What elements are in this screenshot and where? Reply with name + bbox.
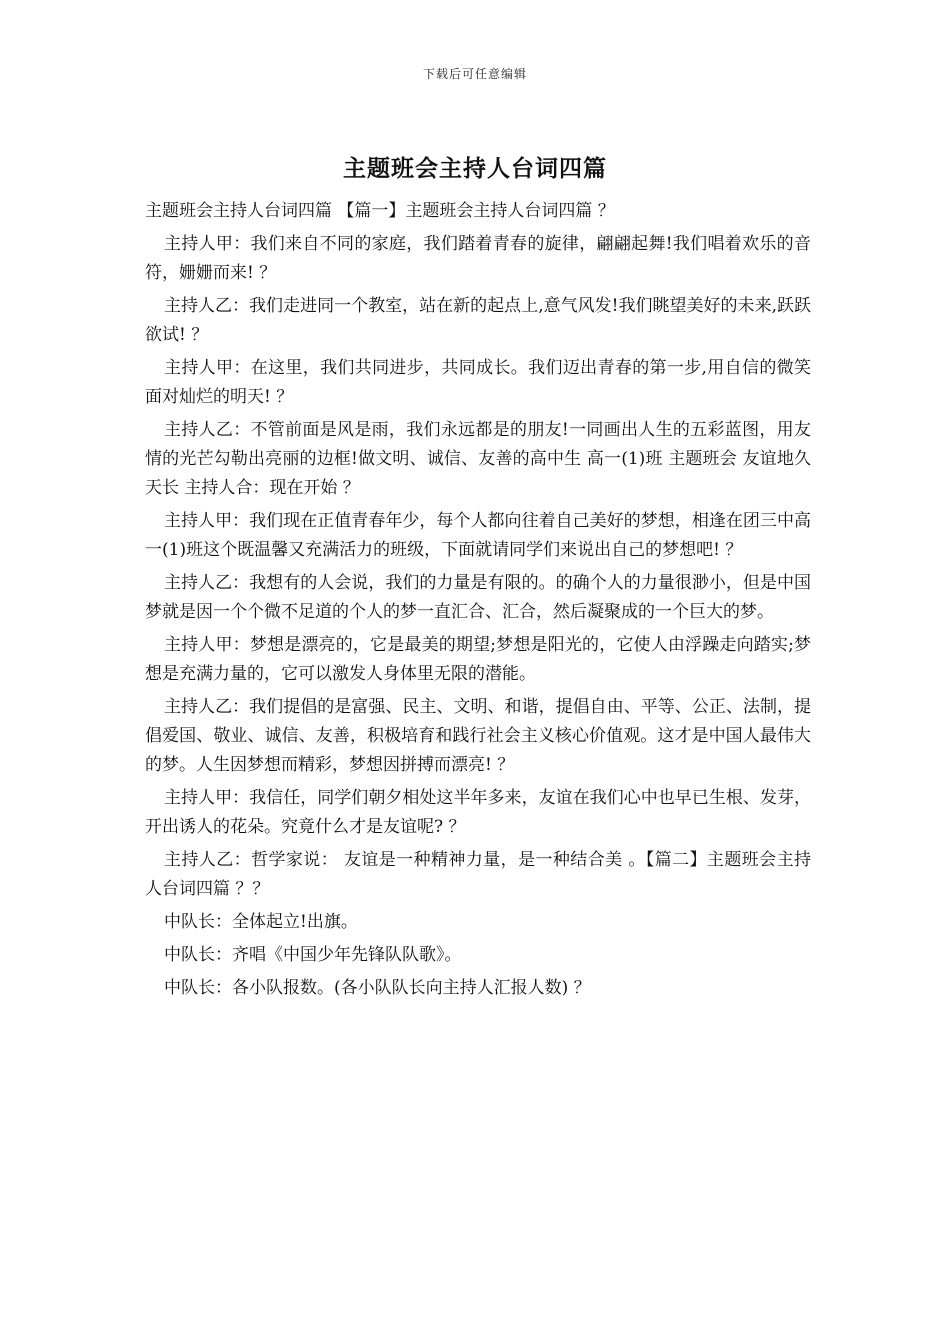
- dialogue-paragraph: 主持人乙：我们走进同一个教室，站在新的起点上,意气风发!我们眺望美好的未来,跃跃欲试! ？: [145, 296, 811, 345]
- dialogue-paragraph: 中队长：全体起立!出旗。: [164, 912, 358, 932]
- dialogue-paragraph: 主持人乙：我想有的人会说，我们的力量是有限的。的确个人的力量很渺小，但是中国梦就是因一个个微不足道的个人的梦一直汇合、汇合，然后凝聚成的一个巨大的梦。: [145, 573, 811, 622]
- dialogue-paragraph: 主持人甲：梦想是漂亮的，它是最美的期望;梦想是阳光的，它使人由浮躁走向踏实;梦想是充满力量的，它可以激发人身体里无限的潜能。: [145, 635, 811, 684]
- document-title: 主题班会主持人台词四篇: [343, 155, 607, 182]
- page-header-note: 下载后可任意编辑: [422, 67, 527, 81]
- document-body: [145, 197, 811, 1007]
- dialogue-paragraph: 主持人甲：我们来自不同的家庭，我们踏着青春的旋律，翩翩起舞!我们唱着欢乐的音符，姗姗而来! ？: [145, 234, 811, 283]
- dialogue-paragraph: 主持人甲：我信任，同学们朝夕相处这半年多来，友谊在我们心中也早已生根、发芽，开出诱人的花朵。究竟什么才是友谊呢? ？: [145, 788, 811, 837]
- dialogue-paragraph: 中队长：各小队报数。(各小队队长向主持人汇报人数) ？: [164, 978, 591, 998]
- dialogue-paragraph: 主持人乙：哲学家说： 友谊是一种精神力量，是一种结合美 。【篇二】主题班会主持人台词四篇 ？？: [145, 850, 811, 899]
- dialogue-paragraph: 主持人乙：不管前面是风是雨，我们永远都是的朋友!一同画出人生的五彩蓝图，用友情的光芒勾勒出亮丽的边框!做文明、诚信、友善的高中生 高一(1)班 主题班会 友谊地久天长 主持人合：现在开始 ？: [145, 420, 811, 498]
- dialogue-paragraph: 主持人甲：我们现在正值青春年少，每个人都向往着自己美好的梦想，相逢在团三中高一(1)班这个既温馨又充满活力的班级，下面就请同学们来说出自己的梦想吧! ？: [145, 511, 811, 560]
- dialogue-paragraph: 主持人甲：在这里，我们共同进步，共同成长。我们迈出青春的第一步,用自信的微笑面对灿烂的明天! ？: [145, 358, 811, 407]
- dialogue-paragraph: 中队长：齐唱《中国少年先锋队队歌》。: [164, 945, 462, 965]
- dialogue-paragraph: 主持人乙：我们提倡的是富强、民主、文明、和谐，提倡自由、平等、公正、法制，提倡爱国、敬业、诚信、友善，积极培育和践行社会主义核心价值观。这才是中国人最伟大的梦。人生因梦想而精彩，梦想因拼搏而漂亮! ？: [145, 697, 811, 775]
- intro-paragraph: 主题班会主持人台词四篇 【篇一】主题班会主持人台词四篇 ？: [145, 201, 615, 221]
